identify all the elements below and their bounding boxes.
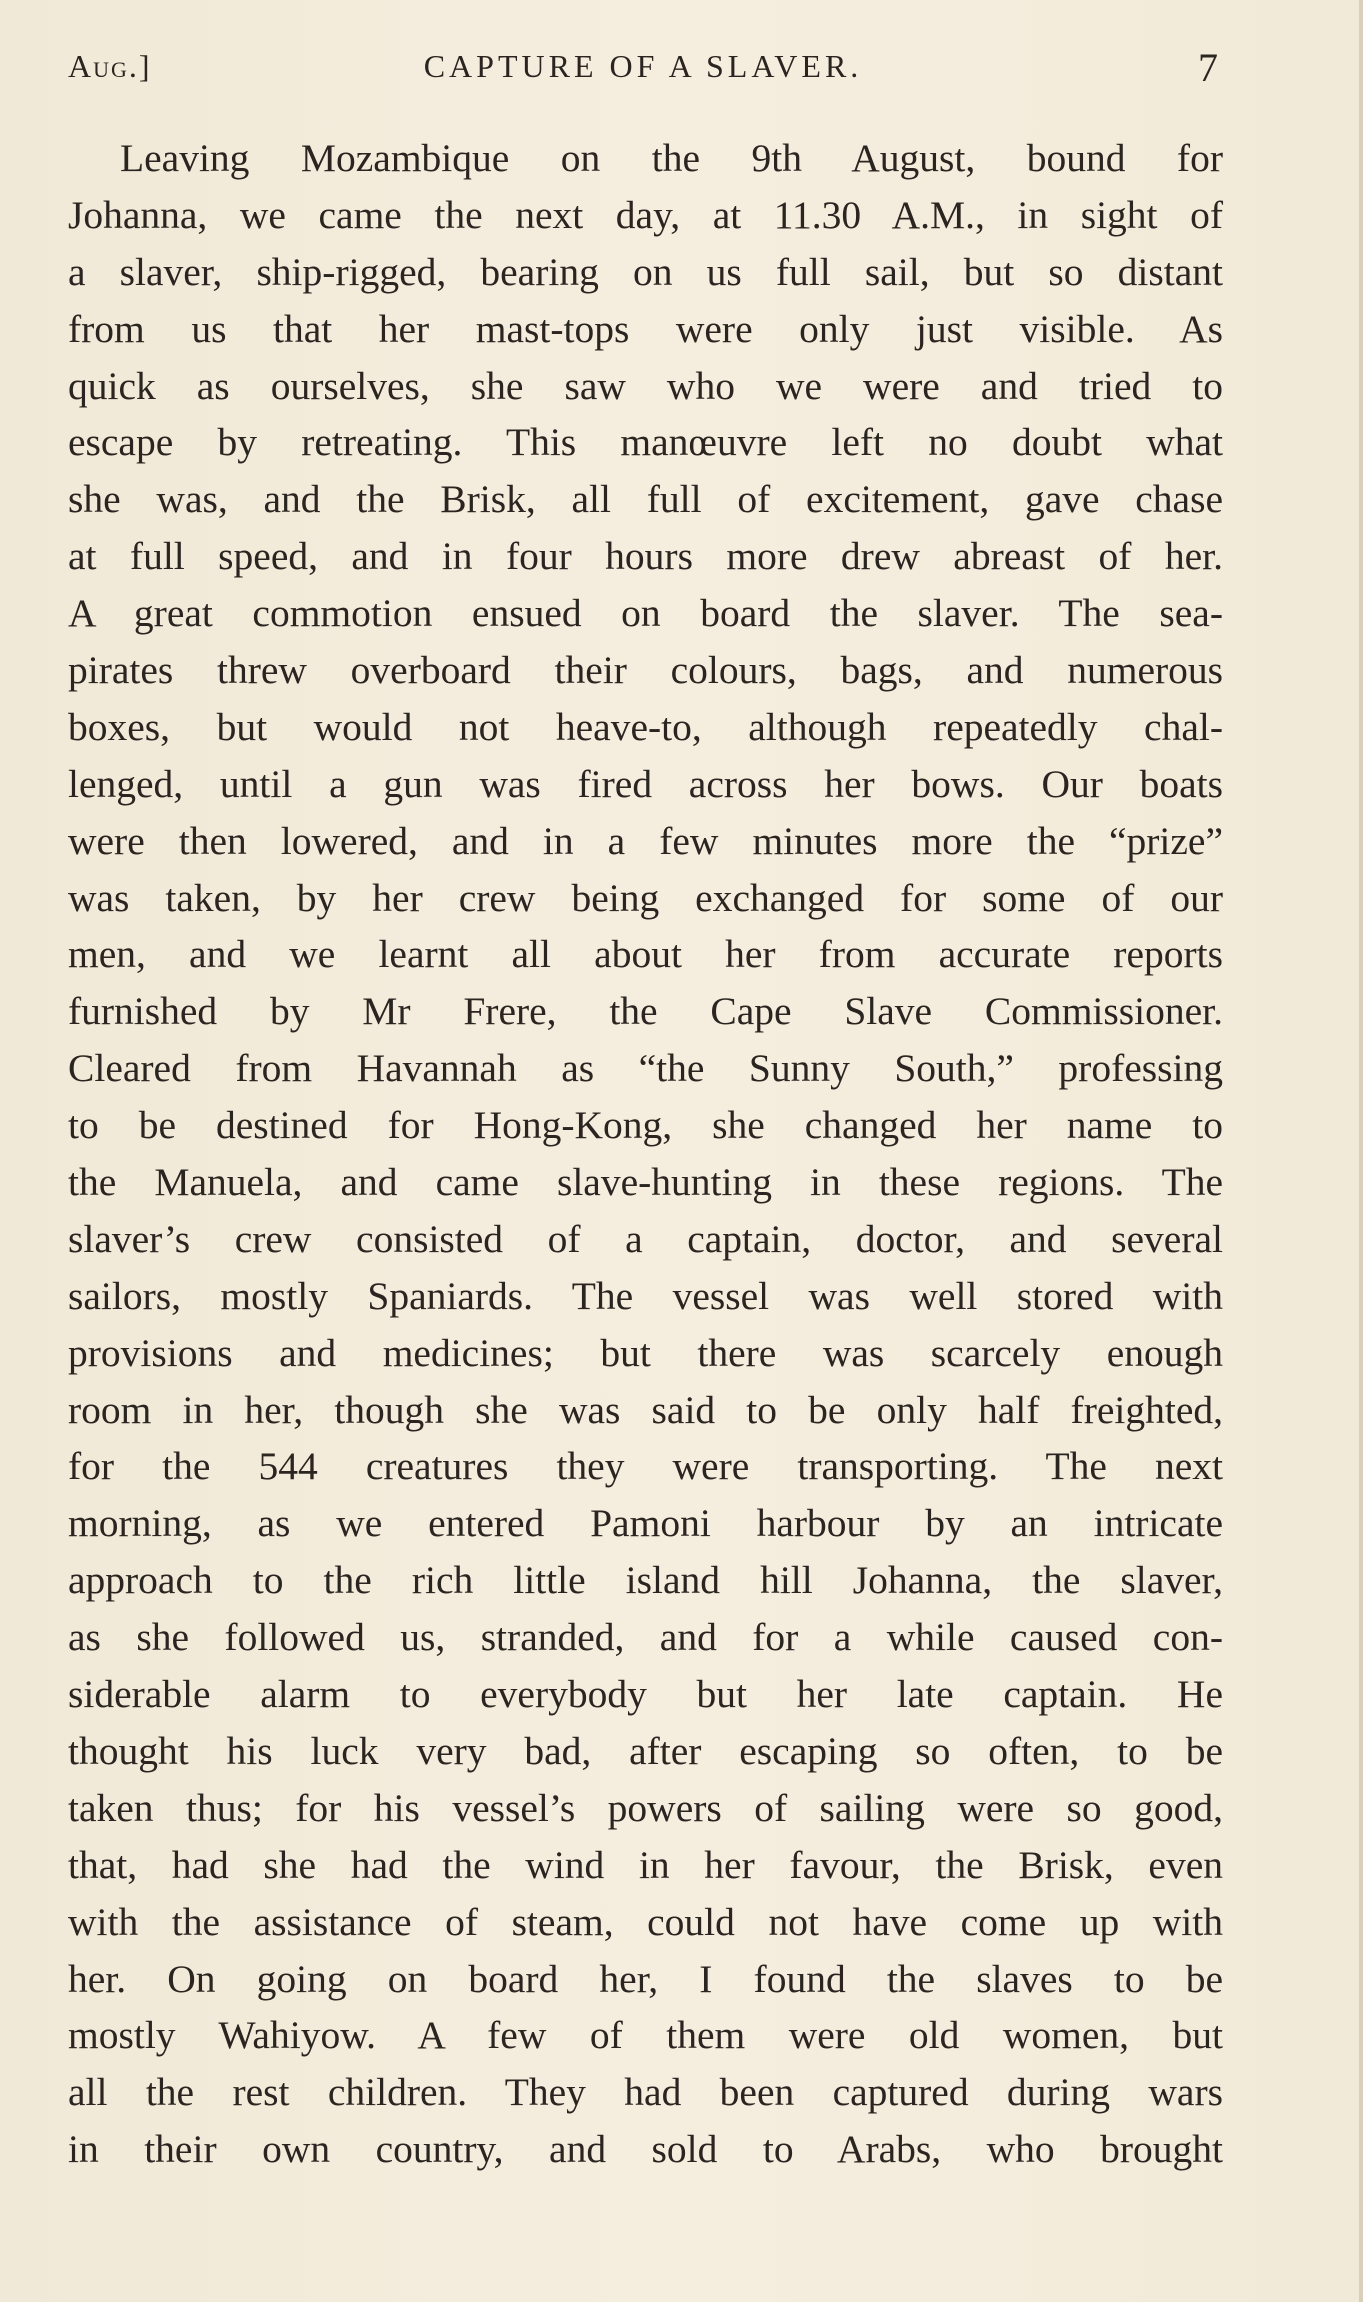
text-line: lenged, until a gun was fired across her bows. Our boats xyxy=(68,761,1223,806)
page-number: 7 xyxy=(1198,45,1218,90)
text-line: taken thus; for his vessel’s powers of sailing were so good, xyxy=(68,1785,1223,1830)
text-line: Leaving Mozambique on the 9th August, bound for xyxy=(120,136,1223,180)
text-line: provisions and medicines; but there was scarcely enough xyxy=(68,1330,1223,1375)
text-line: approach to the rich little island hill Johanna, the slaver, xyxy=(68,1558,1223,1603)
text-line: her. On going on board her, I found the slaves to be xyxy=(68,1956,1223,2001)
text-line: morning, as we entered Pamoni harbour by an intricate xyxy=(68,1501,1223,1546)
text-line: pirates threw overboard their colours, bags, and numerous xyxy=(68,648,1223,693)
text-line: furnished by Mr Frere, the Cape Slave Commissioner. xyxy=(68,989,1223,1034)
text-line: in their own country, and sold to Arabs, who brought xyxy=(68,2127,1223,2172)
text-line: she was, and the Brisk, all full of excitement, gave chase xyxy=(68,477,1223,522)
text-line: sailors, mostly Spaniards. The vessel was well stored with xyxy=(68,1273,1223,1318)
text-line: with the assistance of steam, could not have come up with xyxy=(68,1899,1223,1944)
text-line: room in her, though she was said to be only half freighted, xyxy=(68,1387,1223,1432)
text-line: escape by retreating. This manœuvre left no doubt what xyxy=(68,420,1223,465)
running-head-title: CAPTURE OF A SLAVER. xyxy=(423,48,863,84)
text-line: that, had she had the wind in her favour, the Brisk, even xyxy=(68,1842,1223,1887)
text-line: at full speed, and in four hours more drew abreast of her. xyxy=(68,534,1223,579)
text-line: from us that her mast-tops were only just visible. As xyxy=(68,306,1223,351)
text-line: as she followed us, stranded, and for a while caused con- xyxy=(68,1615,1223,1660)
text-line: boxes, but would not heave-to, although repeatedly chal- xyxy=(68,704,1223,749)
page-edge xyxy=(1359,0,1363,2302)
running-head-month: Aug.] xyxy=(68,48,152,84)
text-line: all the rest children. They had been captured during wars xyxy=(68,2070,1223,2115)
text-line: Johanna, we came the next day, at 11.30 A.M., in sight of xyxy=(68,192,1223,237)
text-line: were then lowered, and in a few minutes more the “prize” xyxy=(68,818,1223,863)
text-line: for the 544 creatures they were transporting. The next xyxy=(68,1444,1223,1489)
text-line: A great commotion ensued on board the slaver. The sea- xyxy=(68,591,1223,636)
text-line: quick as ourselves, she saw who we were and tried to xyxy=(68,363,1223,408)
text-line: Cleared from Havannah as “the Sunny South,” professing xyxy=(68,1046,1223,1091)
text-line: slaver’s crew consisted of a captain, doctor, and several xyxy=(68,1216,1223,1261)
body-text xyxy=(68,130,1223,2178)
text-line: was taken, by her crew being exchanged for some of our xyxy=(68,875,1223,920)
text-line: men, and we learnt all about her from accurate reports xyxy=(68,932,1223,977)
text-line: mostly Wahiyow. A few of them were old women, but xyxy=(68,2013,1223,2058)
text-line: the Manuela, and came slave-hunting in these regions. The xyxy=(68,1160,1223,1205)
text-line: thought his luck very bad, after escaping so often, to be xyxy=(68,1728,1223,1773)
text-line: siderable alarm to everybody but her late captain. He xyxy=(68,1672,1223,1717)
text-line: a slaver, ship-rigged, bearing on us full sail, but so distant xyxy=(68,249,1223,294)
running-head xyxy=(68,45,1218,98)
text-line: to be destined for Hong-Kong, she changed her name to xyxy=(68,1103,1223,1148)
